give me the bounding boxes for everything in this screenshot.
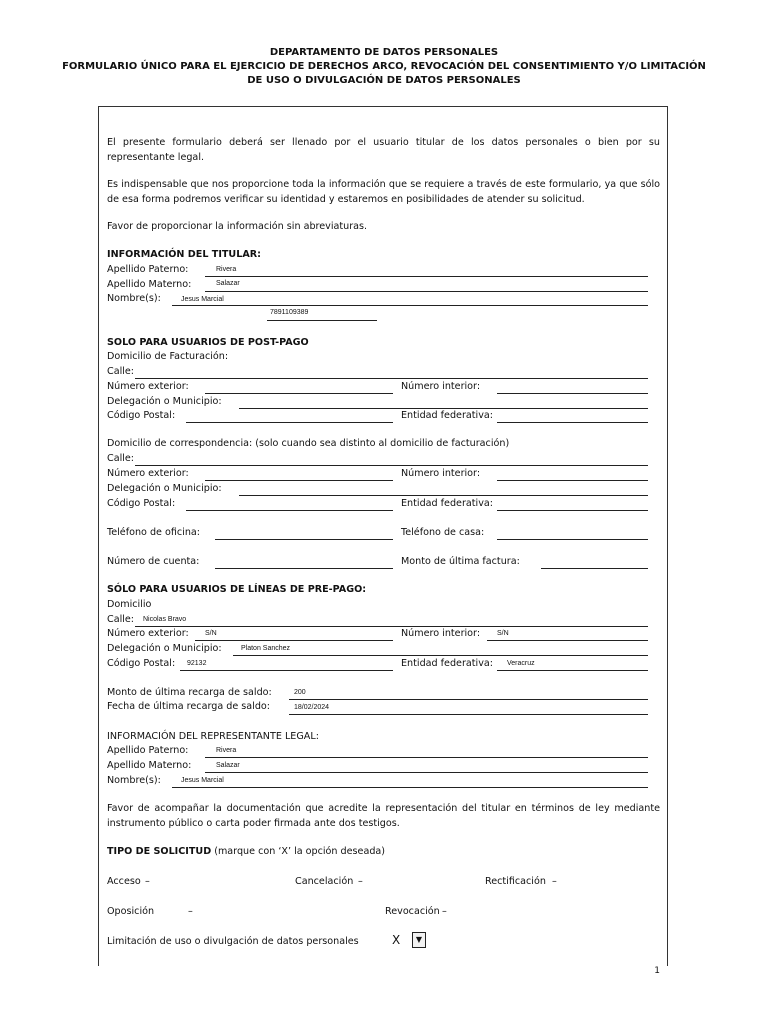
prepago-num-ext-label: Número exterior: <box>107 628 189 639</box>
chevron-down-icon: ▼ <box>415 935 423 944</box>
page-number: 1 <box>654 966 660 976</box>
prepago-domicilio: Domicilio <box>107 599 152 610</box>
prepago-entidad-value[interactable]: Veracruz <box>507 660 535 667</box>
prepago-num-int-line <box>487 640 648 641</box>
prepago-delegacion-value[interactable]: Platon Sanchez <box>241 645 291 652</box>
titular-materno-line <box>205 291 648 292</box>
prepago-heading: SÓLO PARA USUARIOS DE LÍNEAS DE PRE-PAGO: <box>107 584 367 595</box>
postpago-cp-line[interactable] <box>186 422 393 423</box>
prepago-entidad-label: Entidad federativa: <box>401 658 493 669</box>
prepago-monto-value[interactable]: 200 <box>294 689 306 696</box>
postpago-corr-cp-label: Código Postal: <box>107 498 176 509</box>
postpago-num-int-label: Número interior: <box>401 381 481 392</box>
num-cuenta-label: Número de cuenta: <box>107 556 200 567</box>
postpago-delegacion-label: Delegación o Municipio: <box>107 396 222 407</box>
prepago-fecha-line <box>289 714 648 715</box>
postpago-num-int-line[interactable] <box>497 393 648 394</box>
prepago-calle-value[interactable]: Nicolas Bravo <box>143 616 187 623</box>
rep-paterno-line <box>205 757 648 758</box>
postpago-domicilio-correspondencia: Domicilio de correspondencia: (solo cuando sea distinto al domicilio de facturación) <box>107 438 510 449</box>
intro-paragraph-1: El presente formulario deberá ser llenado por el usuario titular de los datos personales o bien por su representante legal. <box>107 137 660 163</box>
option-limitacion[interactable]: Limitación de uso o divulgación de datos personales <box>107 936 359 947</box>
postpago-entidad-label: Entidad federativa: <box>401 410 493 421</box>
tel-casa-line[interactable] <box>497 539 648 540</box>
postpago-corr-delegacion-line[interactable] <box>239 495 648 496</box>
solicitud-heading-label: TIPO DE SOLICITUD <box>107 846 212 857</box>
num-cuenta-line[interactable] <box>215 568 393 569</box>
monto-factura-label: Monto de última factura: <box>401 556 520 567</box>
representante-note: Favor de acompañar la documentación que acredite la representación del titular en términos de ley mediante instrumento público o carta poder firmada ante dos testigos. <box>107 803 660 829</box>
option-cancelacion-mark[interactable]: – <box>358 876 363 887</box>
titular-nombre-line <box>172 305 648 306</box>
postpago-corr-num-ext-line[interactable] <box>205 480 393 481</box>
titular-paterno-line <box>205 276 648 277</box>
prepago-cp-label: Código Postal: <box>107 658 176 669</box>
prepago-fecha-value[interactable]: 18/02/2024 <box>294 704 330 711</box>
postpago-calle-label: Calle: <box>107 366 135 377</box>
form-title-continued: DE USO O DIVULGACIÓN DE DATOS PERSONALES <box>247 75 521 86</box>
option-acceso[interactable]: Acceso <box>107 876 141 887</box>
titular-nombre-label: Nombre(s): <box>107 293 161 304</box>
postpago-corr-delegacion-label: Delegación o Municipio: <box>107 483 222 494</box>
prepago-cp-value[interactable]: 92132 <box>187 660 207 667</box>
postpago-corr-num-ext-label: Número exterior: <box>107 468 189 479</box>
rep-paterno-label: Apellido Paterno: <box>107 745 189 756</box>
rep-materno-value[interactable]: Salazar <box>216 762 240 769</box>
titular-heading: INFORMACIÓN DEL TITULAR: <box>107 249 261 260</box>
prepago-num-ext-line <box>195 640 393 641</box>
solicitud-heading <box>107 846 385 858</box>
rep-nombre-label: Nombre(s): <box>107 775 161 786</box>
option-oposicion[interactable]: Oposición <box>107 906 155 917</box>
postpago-num-ext-label: Número exterior: <box>107 381 189 392</box>
prepago-calle-label: Calle: <box>107 614 135 625</box>
postpago-corr-entidad-label: Entidad federativa: <box>401 498 493 509</box>
postpago-heading: SOLO PARA USUARIOS DE POST-PAGO <box>107 337 309 348</box>
postpago-delegacion-line[interactable] <box>239 408 648 409</box>
prepago-fecha-label: Fecha de última recarga de saldo: <box>107 701 271 712</box>
prepago-cp-line <box>180 670 393 671</box>
option-rectificacion-mark[interactable]: – <box>552 876 557 887</box>
tel-casa-label: Teléfono de casa: <box>401 527 485 538</box>
monto-factura-line[interactable] <box>541 568 648 569</box>
prepago-calle-line <box>135 626 648 627</box>
form-title: FORMULARIO ÚNICO PARA EL EJERCICIO DE DERECHOS ARCO, REVOCACIÓN DEL CONSENTIMIENTO Y/O LIMITACIÓN <box>62 61 706 72</box>
tel-oficina-line[interactable] <box>215 539 393 540</box>
option-oposicion-mark[interactable]: – <box>188 906 193 917</box>
form-department-title: DEPARTAMENTO DE DATOS PERSONALES <box>269 47 499 58</box>
option-revocacion[interactable]: Revocación <box>385 906 440 917</box>
postpago-entidad-line[interactable] <box>497 422 648 423</box>
intro-paragraph-2: Es indispensable que nos proporcione toda la información que se requiere a través de este formulario, ya que sólo de esa forma podremos verificar su identidad y estaremos en posibilidades de atender su solicitud. <box>107 179 660 205</box>
postpago-corr-entidad-line[interactable] <box>497 510 648 511</box>
prepago-delegacion-label: Delegación o Municipio: <box>107 643 222 654</box>
postpago-corr-calle-label: Calle: <box>107 453 135 464</box>
titular-materno-label: Apellido Materno: <box>107 279 192 290</box>
prepago-entidad-line <box>497 670 648 671</box>
tel-oficina-label: Teléfono de oficina: <box>107 527 201 538</box>
rep-nombre-line <box>172 787 648 788</box>
prepago-num-int-value[interactable]: S/N <box>497 630 509 637</box>
option-rectificacion[interactable]: Rectificación <box>485 876 546 887</box>
prepago-delegacion-line <box>233 655 648 656</box>
titular-nombre-value[interactable]: Jesus Marcial <box>181 296 224 303</box>
option-limitacion-mark[interactable]: X <box>392 933 401 947</box>
prepago-num-int-label: Número interior: <box>401 628 481 639</box>
titular-extra-line <box>267 320 377 321</box>
postpago-cp-label: Código Postal: <box>107 410 176 421</box>
option-acceso-mark[interactable]: – <box>145 876 150 887</box>
titular-paterno-label: Apellido Paterno: <box>107 264 189 275</box>
rep-materno-label: Apellido Materno: <box>107 760 192 771</box>
postpago-domicilio-facturacion: Domicilio de Facturación: <box>107 351 229 362</box>
postpago-calle-line[interactable] <box>135 378 648 379</box>
titular-extra-value[interactable]: 7891109389 <box>270 309 309 316</box>
option-revocacion-mark[interactable]: – <box>442 906 447 917</box>
titular-paterno-value[interactable]: Rivera <box>216 266 237 273</box>
postpago-corr-num-int-label: Número interior: <box>401 468 481 479</box>
postpago-num-ext-line[interactable] <box>205 393 393 394</box>
postpago-corr-calle-line[interactable] <box>135 465 648 466</box>
intro-paragraph-3: Favor de proporcionar la información sin abreviaturas. <box>107 221 368 232</box>
limitacion-dropdown[interactable] <box>412 932 426 948</box>
postpago-corr-num-int-line[interactable] <box>497 480 648 481</box>
option-cancelacion[interactable]: Cancelación <box>295 876 354 887</box>
rep-paterno-value[interactable]: Rivera <box>216 747 237 754</box>
solicitud-heading-note: (marque con ‘X’ la opción deseada) <box>211 846 386 857</box>
titular-materno-value[interactable]: Salazar <box>216 280 240 287</box>
postpago-corr-cp-line[interactable] <box>186 510 393 511</box>
rep-materno-line <box>205 772 648 773</box>
rep-nombre-value[interactable]: Jesus Marcial <box>181 777 224 784</box>
prepago-num-ext-value[interactable]: S/N <box>205 630 217 637</box>
prepago-monto-line <box>289 699 648 700</box>
representante-heading: INFORMACIÓN DEL REPRESENTANTE LEGAL: <box>107 731 319 742</box>
prepago-monto-label: Monto de última recarga de saldo: <box>107 687 272 698</box>
